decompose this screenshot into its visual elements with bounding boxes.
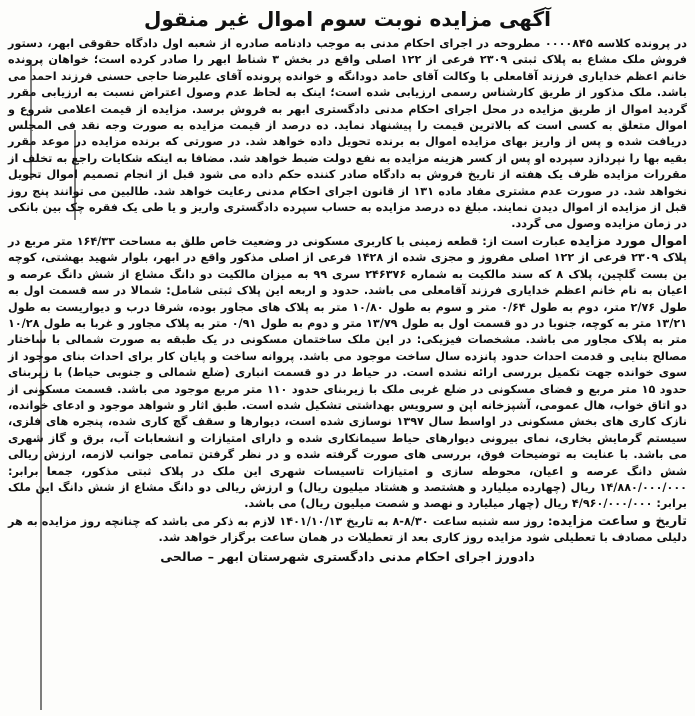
signature-line: دادورز اجرای احکام مدنی دادگستری شهرستان ابهر – صالحی [160, 548, 535, 564]
property-paragraph [8, 234, 687, 513]
date-paragraph [8, 514, 687, 547]
property-text: عبارت است از: قطعه زمینی با کاربری مسکونی در وضعیت خاص طلق به مساحت ۱۶۴/۳۳ متر مربع در پلاک ۲۳۰۹ فرعی از ۱۲۲ اصلی مفروز و مجزی شده از ۱۴۲۸ فرعی از اصلی مذکور واقع در ابهر، بلوار شهید بهشتی، کوچه بن بست گلچین، پلاک ۸ که سند مالکیت به شماره ۲۴۶۳۷۶ سری ۹۹ به میزان مالکیت دو دانگ مشاع از شش دانگ عرصه و اعیان به نام خانم اعظم خدایاری فرزند آقامعلی می باشد. حدود و اربعه این پلاک ثبتی شامل: شمالا در سه قسمت اول به طول ۲/۷۶ متر، دوم به طول ۰/۶۴ متر و سوم به طول ۱۰/۸۰ متر به پلاک های مجاور بوده، شرقا درب و دیواریست به طول ۱۳/۲۱ متر به کوچه، جنوبا در دو قسمت اول به طول ۱۳/۷۹ متر و دوم به طول ۰/۹۱ متر به پلاک مجاور و غربا به طول ۱۰/۲۸ متر به پلاک مجاور می باشد. مشخصات فیزیکی: در این ملک ساختمان مسکونی در یک طبقه به صورت شمالی با ساختار مصالح بنایی و قدمت احداث حدود پانزده سال ساخت موجود می باشد. پروانه ساخت و پایان کار برای احداث بنای موجود از سوی خوانده جهت تکمیل بررسی ارائه نشده است. در حیاط در دو قسمت انباری (ضلع شمالی و جنوبی حیاط) با زیربنای حدود ۱۵ متر مربع و فضای مسکونی در ضلع غربی ملک با زیربنای حدود ۱۱۰ متر مربع موجود می باشد. قسمت مسکونی از دو اتاق خواب، هال عمومی، آشپزخانه اپن و سرویس بهداشتی تشکیل شده است. طبق اثار و شواهد موجود و ادعای خوانده، نازک کاری های بخش مسکونی در اواسط سال ۱۳۹۷ نوسازی شده است، دیوارها و سقف گچ کاری شده، پنجره های فلزی، سیستم گرمایش بخاری، نمای بیرونی دیوارهای حیاط سیمانکاری شده و دارای امتیازات و انشعابات آب، برق و گاز شهری می باشد. با عنایت به توضیحات فوق، بررسی های صورت گرفته شده و در نظر گرفتن تمامی جوانب لازمه، ارزش ریالی شش دانگ عرصه و اعیان، محوطه سازی و امتیازات تاسیسات شهری این ملک در پلاک ثبتی مذکور، جمعا برابر: ۱۴/۸۸۰/۰۰۰/۰۰۰ ریال (چهارده میلیارد و هشتصد و هشتاد میلیون ریال) و ارزش ریالی دو دانگ مشاع از شش دانگ این ملک برابر: ۴/۹۶۰/۰۰۰/۰۰۰ ریال (چهار میلیارد و نهصد و شصت میلیون ریال) می باشد. [8, 234, 687, 511]
property-heading: اموال مورد مزایده [570, 233, 687, 249]
notice-body [8, 36, 687, 547]
intro-paragraph: در پرونده کلاسه ۰۰۰۰۸۴۵ مطروحه در اجرای احکام مدنی به موجب دادنامه صادره از شعبه اول دادگاه حقوقی ابهر، دستور فروش ملک مشاع به پلاک ثبتی ۲۳۰۹ فرعی از ۱۲۲ اصلی واقع در بخش ۳ شناط ابهر را صادر کرده است؛ خواهان پرونده خانم اعظم خدایاری فرزند آقامعلی با وکالت آقای حامد دودانگه و خوانده پرونده آقای علیرضا حاجی حسنی فرزند احمد می باشد. ملک مذکور از طریق کارشناس رسمی ارزیابی شده است؛ اینک به لحاظ عدم وصول اعتراض نسبت به ارزیابی مقرر گردید اموال از طریق مزایده در محل اجرای احکام مدنی دادگستری ابهر به فروش برسد. مزایده از قیمت اعلامی شروع و اموال متعلق به کسی است که بالاترین قیمت را پیشنهاد نماید. ده درصد از قیمت مزایده به صورت وجه نقد فی المجلس دریافت شده و پس از واریز بهای مزایده اموال به برنده تحویل داده خواهد شد. در صورتی که برنده مزایده در موعد مقرر بقیه بها را نپردازد سپرده او پس از کسر هزینه مزایده به نفع دولت ضبط خواهد شد. مضافا به اینکه شکایات راجع به تخلف از مقررات مزایده ظرف یک هفته از تاریخ فروش به دادگاه صادر کننده حکم داده می شود قبل از انجام تصمیم اموال تحویل نخواهد شد. در صورت عدم مشتری مفاد ماده ۱۳۱ از قانون اجرای احکام مدنی رعایت خواهد شد. طالبین می توانند پنج روز قبل از مزایده از اموال دیدن نمایند. مبلغ ده درصد مزایده به حساب سپرده دادگستری واریز و یا طی یک فقره چک بین بانکی در زمان مزایده وصول می گردد. [8, 37, 687, 231]
date-text: : روز سه شنبه ساعت ۸/۳۰-۸ به تاریخ ۱۴۰۱/۱۰/۱۳ لازم به ذکر می باشد که چنانچه روز مزایده به هر دلیلی مصادف با تعطیلی شود مزایده روز کاری بعد از تعطیلات در همان ساعت برگزار خواهد شد. [8, 514, 687, 545]
date-heading: تاریخ و ساعت مزایده [552, 513, 687, 529]
notice-title: آگهی مزایده نوبت سوم اموال غیر منقول [144, 7, 551, 31]
